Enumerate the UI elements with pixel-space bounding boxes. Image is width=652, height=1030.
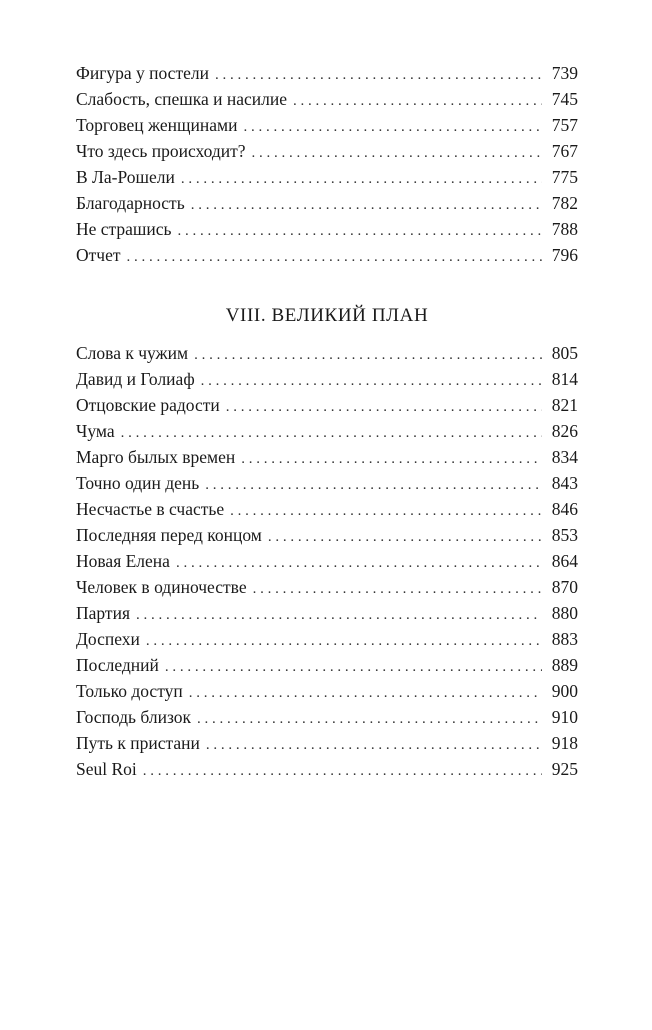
toc-entry-title: Отцовские радости — [76, 395, 220, 415]
dot-leader — [136, 602, 542, 628]
toc-entry-page: 739 — [551, 63, 578, 83]
toc-entry-title: Фигура у постели — [76, 63, 209, 83]
toc-entry[interactable] — [76, 112, 578, 138]
toc-entry-title: Новая Елена — [76, 551, 170, 571]
dot-leader — [293, 88, 542, 114]
toc-entry[interactable] — [76, 366, 578, 392]
toc-entry[interactable] — [76, 340, 578, 366]
dot-leader — [205, 472, 542, 498]
toc-entry-page: 880 — [551, 603, 578, 623]
toc-entry-page: 900 — [551, 681, 578, 701]
toc-entry[interactable] — [76, 60, 578, 86]
toc-entry-page: 864 — [551, 551, 578, 571]
toc-entry[interactable] — [76, 704, 578, 730]
toc-entry-page: 846 — [551, 499, 578, 519]
toc-entry-title: Не страшись — [76, 219, 172, 239]
toc-entry-page: 834 — [551, 447, 578, 467]
toc-entry-page: 925 — [551, 759, 578, 779]
toc-entry[interactable] — [76, 756, 578, 782]
toc-entry[interactable] — [76, 418, 578, 444]
toc-entry-title: Seul Roi — [76, 759, 137, 779]
dot-leader — [181, 166, 542, 192]
toc-entry-title: Последний — [76, 655, 159, 675]
toc-entry[interactable] — [76, 190, 578, 216]
toc-entry[interactable] — [76, 600, 578, 626]
toc-entry[interactable] — [76, 652, 578, 678]
toc-entry[interactable] — [76, 522, 578, 548]
dot-leader — [197, 706, 542, 732]
toc-entry-title: Доспехи — [76, 629, 140, 649]
toc-entry-title: Марго былых времен — [76, 447, 236, 467]
toc-entry[interactable] — [76, 392, 578, 418]
toc-entry-page: 870 — [551, 577, 578, 597]
section-heading: VIII. ВЕЛИКИЙ ПЛАН — [225, 305, 429, 326]
toc-entry[interactable] — [76, 496, 578, 522]
toc-entry[interactable] — [76, 626, 578, 652]
toc-list-part2 — [76, 340, 578, 782]
toc-entry-page: 910 — [551, 707, 578, 727]
dot-leader — [191, 192, 542, 218]
toc-entry[interactable] — [76, 548, 578, 574]
dot-leader — [241, 446, 542, 472]
toc-entry[interactable] — [76, 164, 578, 190]
toc-entry-title: Торговец женщинами — [76, 115, 238, 135]
dot-leader — [243, 114, 542, 140]
toc-entry-page: 853 — [551, 525, 578, 545]
toc-entry-page: 805 — [551, 343, 578, 363]
toc-entry-title: Последняя перед концом — [76, 525, 262, 545]
dot-leader — [226, 394, 542, 420]
toc-entry-page: 918 — [551, 733, 578, 753]
toc-entry-title: Человек в одиночестве — [76, 577, 247, 597]
toc-entry-page: 883 — [551, 629, 578, 649]
dot-leader — [189, 680, 542, 706]
toc-entry-page: 843 — [551, 473, 578, 493]
toc-page — [76, 60, 578, 782]
dot-leader — [143, 758, 542, 784]
dot-leader — [215, 62, 542, 88]
toc-entry-title: Отчет — [76, 245, 121, 265]
toc-entry[interactable] — [76, 216, 578, 242]
dot-leader — [146, 628, 542, 654]
dot-leader — [194, 342, 542, 368]
dot-leader — [176, 550, 542, 576]
toc-entry-page: 782 — [551, 193, 578, 213]
toc-entry[interactable] — [76, 678, 578, 704]
toc-entry-title: Путь к пристани — [76, 733, 200, 753]
toc-entry[interactable] — [76, 242, 578, 268]
toc-list-part1 — [76, 60, 578, 268]
dot-leader — [165, 654, 542, 680]
toc-entry-title: Слова к чужим — [76, 343, 189, 363]
toc-entry-page: 745 — [551, 89, 578, 109]
toc-entry-page: 889 — [551, 655, 578, 675]
dot-leader — [230, 498, 542, 524]
dot-leader — [178, 218, 542, 244]
toc-entry-page: 775 — [551, 167, 578, 187]
dot-leader — [206, 732, 542, 758]
toc-entry-title: Точно один день — [76, 473, 200, 493]
toc-entry-title: Благодарность — [76, 193, 185, 213]
toc-entry-title: Только доступ — [76, 681, 183, 701]
toc-entry-page: 796 — [551, 245, 578, 265]
toc-entry-title: Чума — [76, 421, 115, 441]
dot-leader — [127, 244, 542, 270]
toc-entry-page: 826 — [551, 421, 578, 441]
dot-leader — [253, 576, 542, 602]
toc-entry[interactable] — [76, 574, 578, 600]
toc-entry[interactable] — [76, 444, 578, 470]
toc-entry-page: 821 — [551, 395, 578, 415]
dot-leader — [252, 140, 542, 166]
toc-entry-title: Слабость, спешка и насилие — [76, 89, 288, 109]
toc-entry-page: 814 — [551, 369, 578, 389]
toc-entry[interactable] — [76, 86, 578, 112]
dot-leader — [268, 524, 542, 550]
toc-entry-title: Несчастье в счастье — [76, 499, 225, 519]
toc-entry-title: В Ла-Рошели — [76, 167, 175, 187]
toc-entry-page: 767 — [551, 141, 578, 161]
dot-leader — [121, 420, 542, 446]
toc-entry-title: Партия — [76, 603, 130, 623]
toc-entry-page: 757 — [551, 115, 578, 135]
toc-entry[interactable] — [76, 730, 578, 756]
toc-entry-page: 788 — [551, 219, 578, 239]
dot-leader — [201, 368, 542, 394]
toc-entry-title: Что здесь происходит? — [76, 141, 246, 161]
toc-entry-title: Давид и Голиаф — [76, 369, 195, 389]
toc-entry[interactable] — [76, 138, 578, 164]
toc-entry-title: Господь близок — [76, 707, 192, 727]
toc-entry[interactable] — [76, 470, 578, 496]
